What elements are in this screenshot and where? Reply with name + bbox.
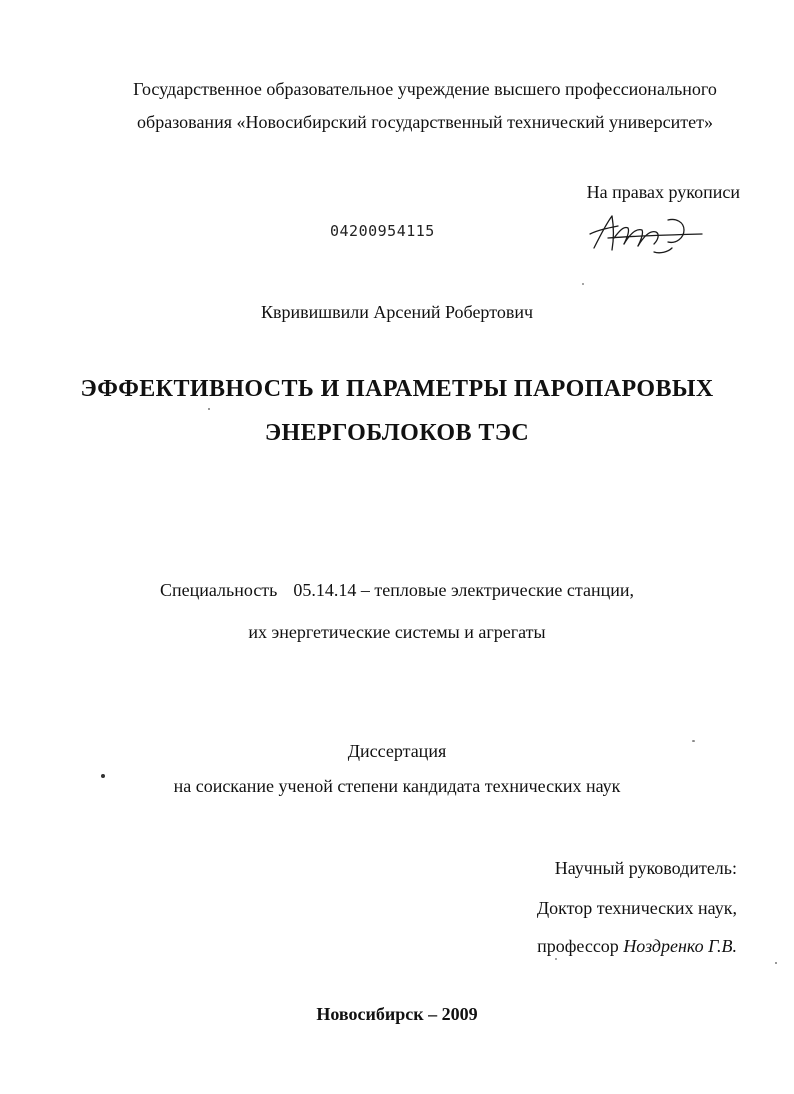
supervisor-name: Ноздренко Г.В.: [623, 936, 737, 956]
supervisor-degree: Доктор технических наук,: [536, 898, 737, 918]
manuscript-note: На правах рукописи: [586, 182, 740, 202]
specialty-label: Специальность: [160, 580, 278, 600]
supervisor-name-line: [537, 935, 737, 957]
institution-line-2: образования «Новосибирский государственный технический университет»: [137, 112, 713, 132]
specialty-line: [0, 579, 794, 601]
scan-speck: [555, 958, 557, 960]
institution-line-1: Государственное образовательное учреждение высшего профессионального: [133, 79, 717, 99]
document-code: 04200954115: [330, 222, 435, 240]
specialty-code: 05.14.14 – тепловые электрические станции,: [293, 580, 634, 600]
dissertation-title-line-2: ЭНЕРГОБЛОКОВ ТЭС: [264, 420, 530, 446]
city-year: Новосибирск – 2009: [316, 1004, 478, 1024]
scan-speck: [775, 962, 777, 964]
scan-speck: [101, 774, 105, 778]
scan-speck: [208, 408, 210, 410]
dissertation-label: Диссертация: [347, 741, 447, 761]
specialty-line-2: их энергетические системы и агрегаты: [248, 622, 546, 642]
scan-speck: [692, 740, 695, 742]
supervisor-title: профессор: [537, 936, 619, 956]
author-name: Квривишвили Арсений Робертович: [260, 302, 534, 322]
signature-icon: [584, 208, 706, 260]
dissertation-title-line-1: ЭФФЕКТИВНОСТЬ И ПАРАМЕТРЫ ПАРОПАРОВЫХ: [80, 376, 714, 402]
degree-line: на соискание ученой степени кандидата технических наук: [173, 776, 621, 796]
supervisor-label: Научный руководитель:: [554, 858, 737, 878]
scan-speck: [582, 283, 584, 285]
